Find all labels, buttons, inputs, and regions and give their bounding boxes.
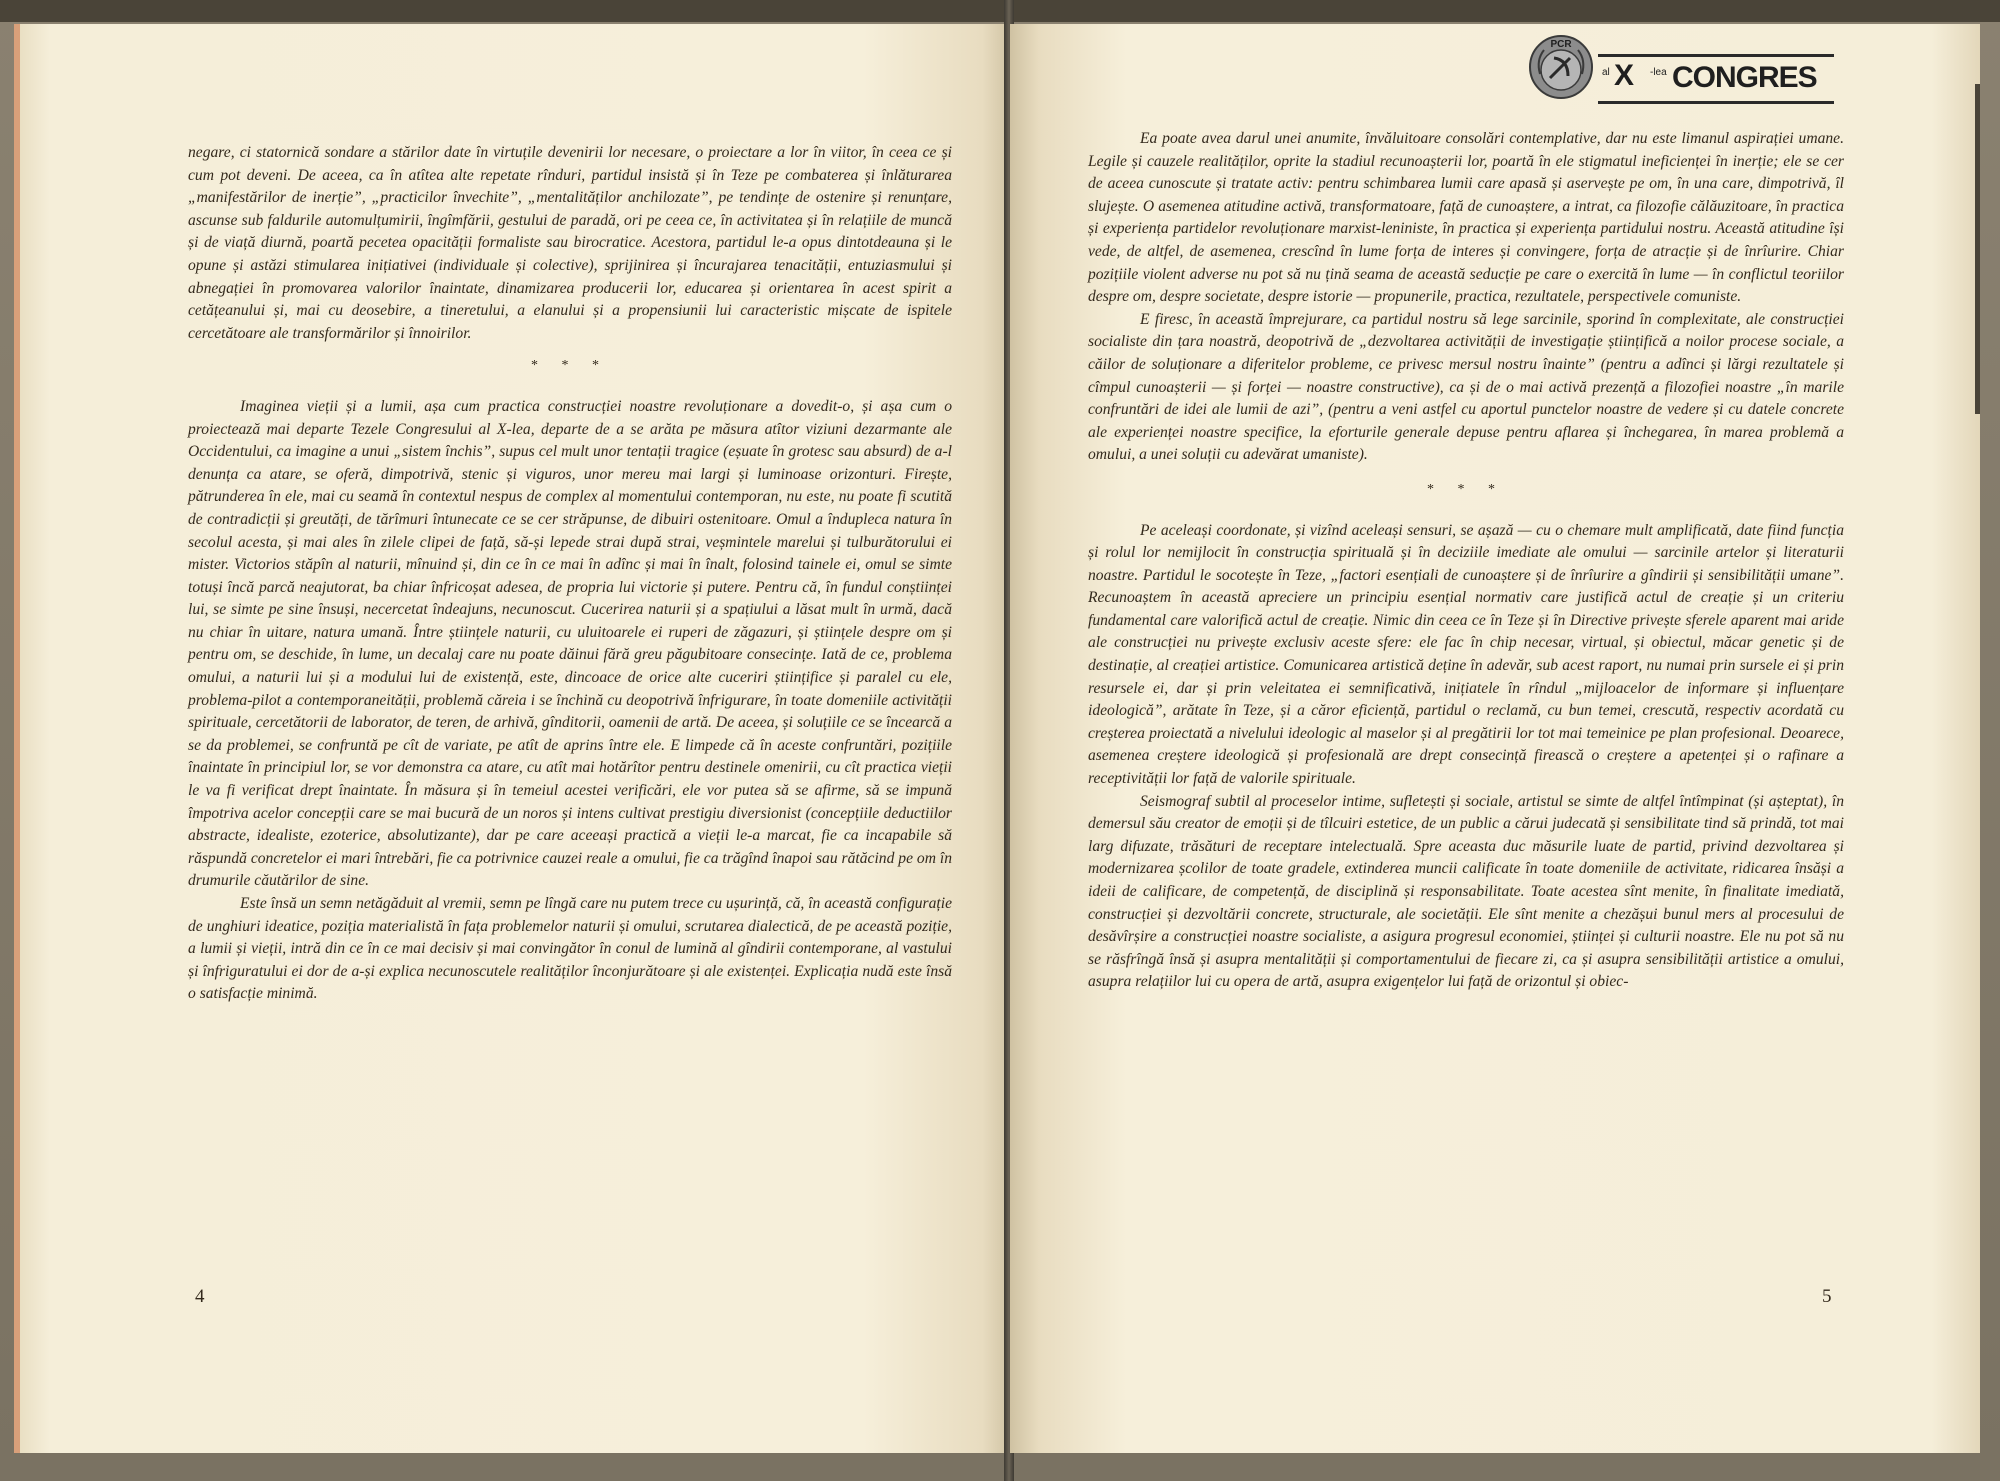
seal-text: PCR <box>1550 39 1572 50</box>
badge-al: al <box>1602 67 1610 78</box>
right-paragraph-2: E firesc, în această împrejurare, ca partidul nostru să lege sarcinile, sporind în complexitate, ale construcției socialiste din țara noastră, deopotrivă de „dezvoltarea activității de investigație științifică a noilor procese sociale, a căilor de soluționare a diferitelor probleme, ce privesc mersul nostru înainte” (pentru a adînci și lărgi rezultatele și cîmpul cunoașterii — și forței — noastre constructive), ca și de o mai activă prezență a filozofiei noastre „în marile confruntări de idei ale lumii de azi”, (pentru a veni astfel cu aportul punctelor noastre de vedere și cu datele concrete ale experienței noastre specifice, la eforturile generale depuse pentru aflarea și închegarea, în marea problemă a omului, a unei soluții cu adevărat umaniste). <box>1088 310 1844 464</box>
pcr-seal-icon <box>1528 34 1594 100</box>
left-page-text <box>188 142 952 1006</box>
right-paragraph-3: Pe aceleași coordonate, și vizînd aceleași sensuri, se așază — cu o chemare mult amplificată, date fiind funcția și rolul lor nemijlocit în construcția spirituală și în deciziile imediate ale omului — sarcinile artelor și literaturii noastre. Partidul le socotește în Teze, „factori esențiali de cunoaștere și de înrîurire a gîndirii și sensibilității umane”. Recunoaștem în această apreciere un principiu esențial normativ care justifică actul de creație și un criteriu fundamental care valorifică actul de creație. Nimic din ceea ce în Teze și în Directive privește sferele aparent mai aride ale construcției nu privește exclusiv aceste sfere: ele fac în chip necesar, virtual, și obiectul, măcar genetic și de destinație, al creației artistice. Comunicarea artistică deține în adevăr, sub acest raport, nu numai prin sursele ei și prin resursele ei, dar și prin veleitatea ei semnificativă, inițiatele în rîndul „mijloacelor de informare și influențare ideologică”, arătate în Teze, și a căror eficiență, partidul o reclamă, cu bun temei, crescută, respectiv acordată cu creșterea proiectată a nivelului ideologic al maselor și al pregătirii lor tot mai temeinice pe plan profesional. Deoarece, asemenea creștere ideologică și profesională are drept consecință firească o creștere a apetenței și o rafinare a receptivității lor față de valorile spirituale. <box>1088 521 1844 788</box>
book-top-edge <box>0 0 2000 22</box>
left-page <box>14 24 1012 1453</box>
congress-logo <box>1528 32 1834 106</box>
page-edge-marker <box>1975 84 1980 414</box>
badge-lea: -lea <box>1650 67 1667 78</box>
badge-title: CONGRES <box>1672 61 1817 94</box>
right-page-text <box>1088 128 1844 994</box>
page-number: 4 <box>195 1286 205 1307</box>
badge-numeral: X <box>1614 59 1635 92</box>
left-paragraph-1: negare, ci statornică sondare a stărilor date în virtuțile devenirii lor necesare, o proiectare a lor în viitor, în ceea ce și cum pot deveni. De aceea, ca în atîtea alte repetate rînduri, partidul insistă și în Teze pe combaterea și înlăturarea „manifestărilor de inerție”, „practicilor învechite”, „mentalităților anchilozate”, pe tendințe de ostenire și renunțare, ascunse sub faldurile automulțumirii, îngîmfării, gestului de paradă, ori pe ceea ce, în activitatea și în relațiile de muncă și de viață diurnă, poartă pecetea opacității formaliste sau birocratice. Acestora, partidul le-a opus dintotdeauna și le opune și astăzi stimularea inițiativei (individuale și colective), sprijinirea și încurajarea tenacității, entuziasmului și abnegației în promovarea valorilor înaintate, dinamizarea producerii lor, educarea și orientarea în acest spirit a cetățeanului și, mai cu deosebire, a tineretului, a elanului și a propensiunii lui caracteristic mișcate de ispitele cercetătoare ale transformărilor și înnoirilor. <box>188 144 952 342</box>
section-separator: * * * <box>531 358 609 374</box>
right-paragraph-1: Ea poate avea darul unei anumite, învăluitoare consolări contemplative, dar nu este limanul aspirației umane. Legile și cauzele realităților, oprite la stadiul recunoașterii lor, poartă în ele stigmatul ineficienței în inerție; ele se cer de aceea cunoscute și tratate activ: pentru schimbarea lumii care apasă și aservește pe om, în una care, dimpotrivă, îl slujește. O asemenea atitudine activă, transformatoare, față de cunoaștere, a intrat, ca filozofie călăuzitoare, în practica și experiența partidelor revoluționare marxist-leniniste, în practica și experiența partidului nostru. Această atitudine își vede, de altfel, de asemenea, crescînd în lume forța de interes și convingere, forța de atracție și de înrîurire. Chiar pozițiile violent adverse nu pot să nu țină seama de această seducție pe care o exercită în lume — în conflictul teoriilor despre om, despre societate, despre istorie — propunerile, practica, rezultatele, perspectivele comuniste. <box>1088 130 1844 306</box>
page-number: 5 <box>1822 1286 1832 1307</box>
right-page <box>1010 24 1980 1453</box>
section-separator: * * * <box>1427 481 1505 497</box>
left-paragraph-2: Imaginea vieții și a lumii, așa cum practica construcției noastre revoluționare a dovedit-o, și așa cum o proiectează mai departe Tezele Congresului al X-lea, departe de a se arăta pe măsura atîtor viziuni dezarmante ale Occidentului, ca imagine a unui „sistem închis”, supus cel mult unor tentații tragice (eșuate în grotesc sau absurd) de a-l denunța ca atare, se oferă, dimpotrivă, stenic și viguros, unor mereu mai largi și luminoase orizonturi. Firește, pătrunderea în ele, mai cu seamă în contextul nespus de complex al momentului contemporan, nu este, nu poate fi scutită de contradicții și greutăți, de tărîmuri întunecate ce se cer străpunse, de dibuiri ostenitoare. Omul a îndupleca natura în secolul acesta, și mai ales în zilele clipei de față, să-și lepede strai după strai, veșmintele marelui și tulburătorului ei mister. Victorios stăpîn al naturii, mînuind și, din ce în ce mai în adînc și mai în înalt, folosind tainele ei, omul se simte totuși încă parcă neajutorat, ba chiar înfricoșat adesea, de propria lui victorie și putere. Pentru că, în fundul conștiinței lui, se simte pe sine însuși, necercetat îndeajuns, necunoscut. Cucerirea naturii și a spațiului a lăsat mult în urmă, dacă nu chiar în uitare, natura umană. Între științele naturii, cu uluitoarele ei ruperi de zăgazuri, și științele despre om și pentru om, se deschide, în lume, un decalaj care nu poate dăinui fără greu păgubitoare consecințe. Iată de ce, problema omului, a naturii lui și a modului lui de existență, este, dincoace de orice alte cuceriri științifice și paralel cu ele, problema-pilot a contemporaneității, problemă căreia i se închină cu deopotrivă înfrigurare, în toate domeniile activității spirituale, cercetătorii de laborator, de teren, de arhivă, gînditorii, oamenii de artă. De aceea, și soluțiile ce se încearcă a se da problemei, se confruntă pe cît de variate, pe atît de aprins între ele. E limpede că în aceste confruntări, pozițiile înaintate în principiul lor, se vor demonstra ca atare, cu atît mai hotărîtor pentru destinele omenirii, cu cît practica vieții le va fi verificat drept înaintate. În măsura și în temeiul acestei verificări, ele vor putea să se afirme, să se impună împotriva acelor concepții care se mai bucură de un noros și intens cultivat prestigiu diversionist (concepțiile deductiilor abstracte, idealiste, ezoterice, absolutizante), dar pe care aceeași practică a vieții le-a marcat, fie ca incapabile să răspundă concretelor ei mari întrebări, fie ca potrivnice cauzei reale a omului, fie ca trăgînd înapoi sau rătăcind pe om în drumurile căutărilor de sine. <box>188 397 952 890</box>
right-paragraph-4: Seismograf subtil al proceselor intime, sufletești și sociale, artistul se simte de altfel întîmpinat (și așteptat), în demersul său creator de emoții și de tîlcuiri estetice, de un public a cărui judecată și sensibilitate tind să prindă, tot mai larg difuzate, trăsături de receptare intelectuală. Spre aceasta duc măsurile luate de partid, privind dezvoltarea și modernizarea școlilor de toate gradele, extinderea muncii calificate în toate domeniile de activitate, ridicarea însăși a ideii de calificare, de competență, de disciplină și responsabilitate. Toate acestea sînt menite, în finalitate imediată, construcției și dezvoltării concrete, structurale, ale societății. Ele sînt menite a chezășui bunul mers al procesului de desăvîrșire a construcției noastre socialiste, a asigura progresul economiei, științei și culturii noastre. Ele nu pot să nu se răsfrîngă însă și asupra mentalității și comportamentului de fiecare zi, ca și asupra sensibilității artistice a omului, asupra relațiilor lui cu opera de artă, asupra exigențelor lui față de orizontul și obiec- <box>1088 792 1844 991</box>
left-paragraph-3: Este însă un semn netăgăduit al vremii, semn pe lîngă care nu putem trece cu ușurință, că, în această configurație de unghiuri ideatice, poziția materialistă în fața problemelor naturii și omului, scrutarea dialectică, de pe această poziție, a lumii și vieții, intră din ce în ce mai decisiv și mai convingător în conul de lumină al gîndirii contemporane, al vastului și înfriguratului ei dor de a-și explica necunoscutele realităților înconjurătoare și ale existenței. Explicația nudă este însă o satisfacție minimă. <box>188 895 952 1003</box>
congress-badge <box>1598 54 1834 104</box>
